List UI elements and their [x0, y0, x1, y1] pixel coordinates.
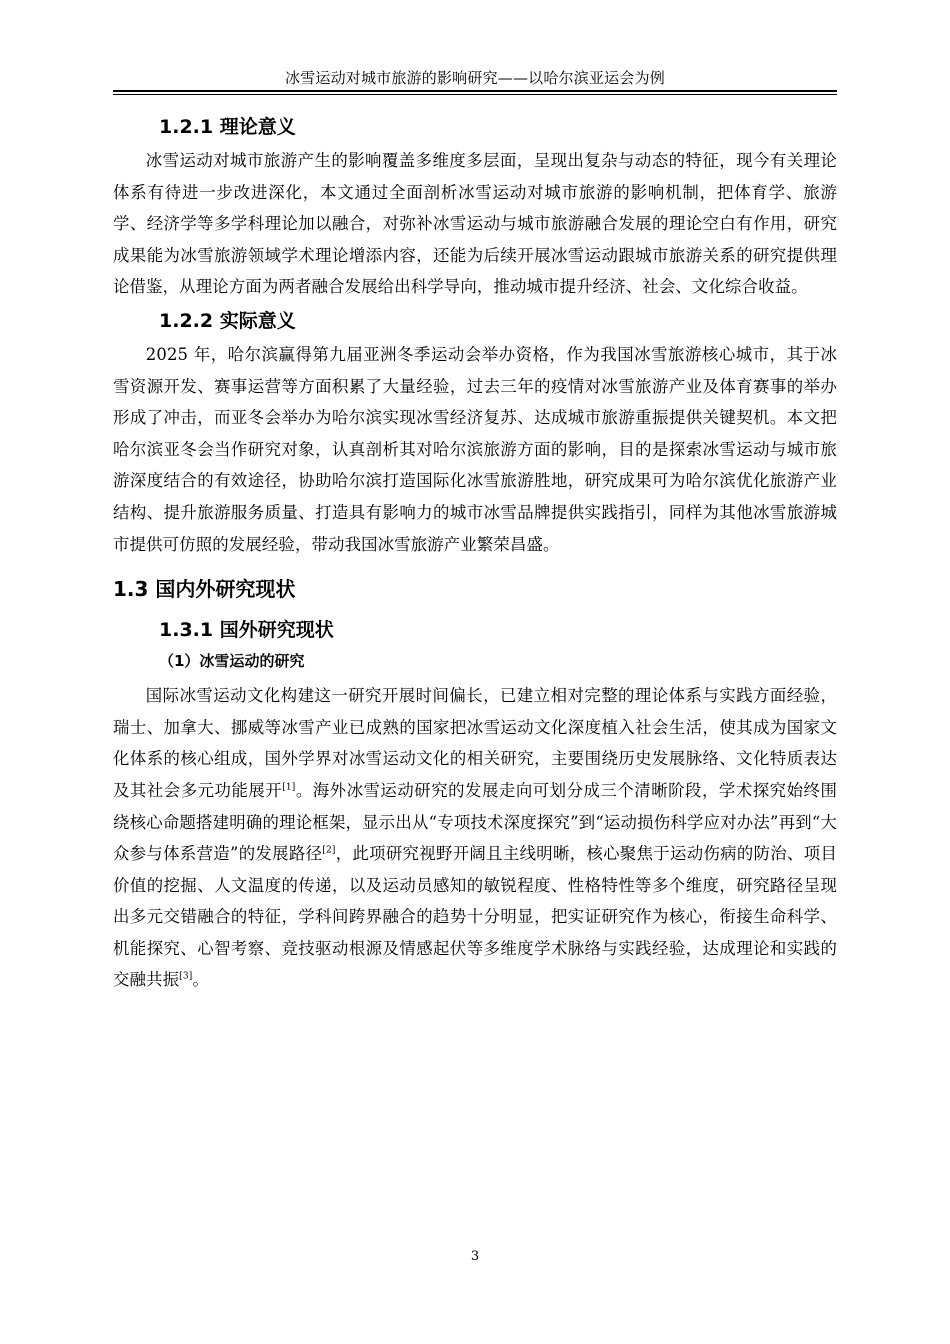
heading-theoretical-significance: 1.2.1 理论意义 [159, 116, 296, 138]
heading-research-status: 1.3 国内外研究现状 [113, 577, 296, 602]
heading-foreign-research-status: 1.3.1 国外研究现状 [159, 619, 334, 642]
paragraph-theoretical-significance: 冰雪运动对城市旅游产生的影响覆盖多维度多层面，呈现出复杂与动态的特征，现今有关理论体系有待进一步改进深化，本文通过全面剖析冰雪运动对城市旅游的影响机制，把体育学、旅游学、经济学等多学科理论加以融合，对弥补冰雪运动与城市旅游融合发展的理论空白有作用，研究成果能为冰雪旅游领域学术理论增添内容，还能为后续开展冰雪运动跟城市旅游关系的研究提供理论借鉴，从理论方面为两者融合发展给出科学导向，推动城市提升经济、社会、文化综合收益。 [113, 151, 837, 297]
paragraph-text-part1: 国际冰雪运动文化构建这一研究开展时间偏长，已建立相对完整的理论体系与实践方面经验，瑞士、加拿大、挪威等冰雪产业已成熟的国家把冰雪运动文化深度植入社会生活，使其成为国家文化体系的核心组成，国外学界对冰雪运动文化的相关研究，主要围绕历史发展脉络、文化特质表达及其社会多元功能展开 [113, 686, 837, 800]
citation-ref-3[interactable]: [3] [179, 972, 193, 982]
page-content [113, 113, 837, 996]
paragraph-foreign-research [113, 680, 837, 996]
paragraph-text-part2: 。海外冰雪运动研究的发展走向可划分成三个清晰阶段，学术探究始终围绕核心命题搭建明确的理论框架，显示出从“专项技术深度探究”到“运动损伤科学应对办法”再到“大众参与体系营造”的发展路径 [113, 780, 837, 864]
paragraph-practical-significance: 2025 年，哈尔滨赢得第九届亚洲冬季运动会举办资格，作为我国冰雪旅游核心城市，其于冰雪资源开发、赛事运营等方面积累了大量经验，过去三年的疫情对冰雪旅游产业及体育赛事的举办形成了冲击，而亚冬会举办为哈尔滨实现冰雪经济复苏、达成城市旅游重振提供关键契机。本文把哈尔滨亚冬会当作研究对象，认真剖析其对哈尔滨旅游方面的影响，目的是探索冰雪运动与城市旅游深度结合的有效途径，协助哈尔滨打造国际化冰雪旅游胜地，研究成果可为哈尔滨优化旅游产业结构、提升旅游服务质量、打造具有影响力的城市冰雪品牌提供实践指引，同样为其他冰雪旅游城市提供可仿照的发展经验，带动我国冰雪旅游产业繁荣昌盛。 [113, 344, 837, 554]
paragraph-text-part4: 。 [192, 970, 209, 990]
subheading-ice-snow-sports-research: （1）冰雪运动的研究 [159, 652, 305, 671]
header-rule-thick [113, 90, 837, 92]
citation-ref-1[interactable]: [1] [282, 782, 296, 793]
citation-ref-2[interactable]: [2] [322, 845, 336, 856]
running-header: 冰雪运动对城市旅游的影响研究——以哈尔滨亚运会为例 [284, 69, 665, 87]
header-rule-thin [113, 94, 837, 95]
page-number: 3 [470, 1249, 480, 1264]
heading-practical-significance: 1.2.2 实际意义 [159, 309, 296, 332]
paragraph-text-part3: ，此项研究视野开阔且主线明晰，核心聚焦于运动伤病的防治、项目价值的挖掘、人文温度的传递，以及运动员感知的敏锐程度、性格特性等多个维度，研究路径呈现出多元交错融合的特征，学科间跨界融合的趋势十分明显，把实证研究作为核心，衔接生命科学、机能探究、心智考察、竞技驱动根源及情感起伏等多维度学术脉络与实践经验，达成理论和实践的交融共振 [113, 844, 837, 990]
